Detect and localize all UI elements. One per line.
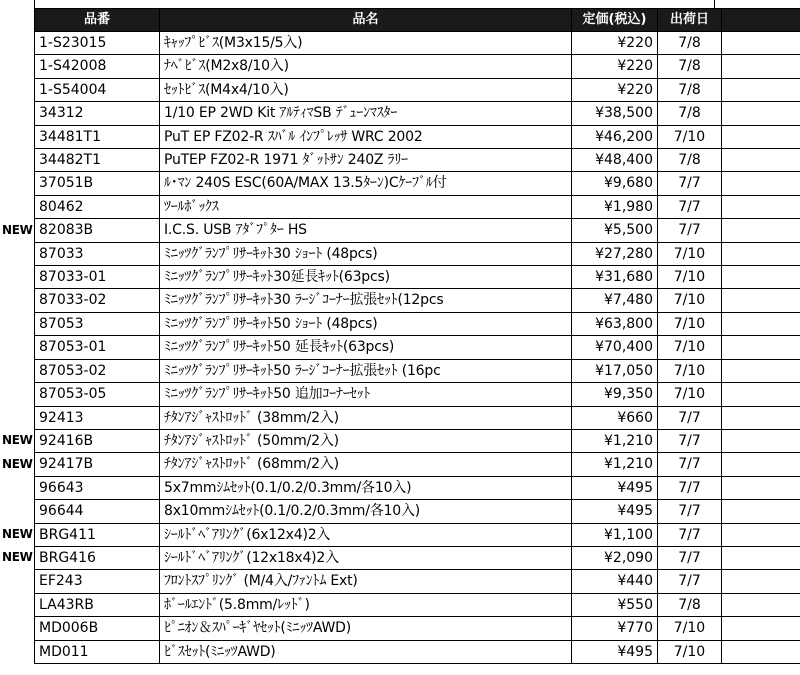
item-price: ¥17,050	[572, 359, 658, 382]
item-ship-date: 7/10	[658, 312, 722, 335]
item-ship-date: 7/8	[658, 102, 722, 125]
item-name: PuTEP FZ02-R 1971 ﾀﾞｯﾄｻﾝ 240Z ﾗﾘｰ	[160, 149, 572, 172]
blank-cell	[722, 242, 800, 265]
item-price: ¥440	[572, 570, 658, 593]
table-row	[35, 32, 800, 55]
item-price: ¥660	[572, 406, 658, 429]
blank-cell	[722, 500, 800, 523]
item-code: 34312	[35, 102, 160, 125]
item-name: ｾｯﾄﾋﾞｽ(M4x4/10入)	[160, 78, 572, 101]
item-name: ﾐﾆｯﾂｸﾞﾗﾝﾌﾟﾘｻｰｷｯﾄ30 ﾗｰｼﾞｺｰﾅｰ拡張ｾｯﾄ(12pcs	[160, 289, 572, 312]
new-badge: NEW	[2, 222, 33, 237]
table-row	[35, 266, 800, 289]
table-row	[35, 312, 800, 335]
item-code: 87053-02	[35, 359, 160, 382]
item-price: ¥220	[572, 78, 658, 101]
parts-table	[34, 8, 800, 664]
item-code: 92413	[35, 406, 160, 429]
item-name: ﾙ･ﾏﾝ 240S ESC(60A/MAX 13.5ﾀｰﾝ)Cｹｰﾌﾞﾙ付	[160, 172, 572, 195]
item-price: ¥31,680	[572, 266, 658, 289]
item-name: ﾁﾀﾝｱｼﾞｬｽﾄﾛｯﾄﾞ (38mm/2入)	[160, 406, 572, 429]
item-code: LA43RB	[35, 593, 160, 616]
item-price: ¥1,210	[572, 429, 658, 452]
item-code: 92416B	[35, 429, 160, 452]
item-name: ﾅﾍﾞﾋﾞｽ(M2x8/10入)	[160, 55, 572, 78]
item-price: ¥9,350	[572, 383, 658, 406]
table-row	[35, 336, 800, 359]
item-code: 1-S42008	[35, 55, 160, 78]
item-ship-date: 7/7	[658, 429, 722, 452]
table-row	[35, 500, 800, 523]
table-body	[35, 32, 800, 664]
item-name: ﾁﾀﾝｱｼﾞｬｽﾄﾛｯﾄﾞ (68mm/2入)	[160, 453, 572, 476]
item-name: ｼｰﾙﾄﾞﾍﾞｱﾘﾝｸﾞ(12x18x4)2入	[160, 546, 572, 569]
item-price: ¥27,280	[572, 242, 658, 265]
item-code: 87053-01	[35, 336, 160, 359]
item-code: 34481T1	[35, 125, 160, 148]
new-badge: NEW	[2, 433, 33, 448]
item-ship-date: 7/7	[658, 500, 722, 523]
item-ship-date: 7/10	[658, 266, 722, 289]
item-name: ﾌﾛﾝﾄｽﾌﾟﾘﾝｸﾞ (M/4入/ﾌｧﾝﾄﾑ Ext)	[160, 570, 572, 593]
item-name: ﾋﾞｽｾｯﾄ(ﾐﾆｯﾂAWD)	[160, 640, 572, 663]
item-code: 96643	[35, 476, 160, 499]
item-ship-date: 7/7	[658, 453, 722, 476]
item-price: ¥38,500	[572, 102, 658, 125]
item-ship-date: 7/8	[658, 78, 722, 101]
item-code: EF243	[35, 570, 160, 593]
table-row	[35, 453, 800, 476]
item-name: ﾎﾞｰﾙｴﾝﾄﾞ(5.8mm/ﾚｯﾄﾞ)	[160, 593, 572, 616]
table-row	[35, 219, 800, 242]
item-ship-date: 7/10	[658, 125, 722, 148]
header-blank	[722, 9, 800, 32]
item-code: MD006B	[35, 617, 160, 640]
item-price: ¥1,100	[572, 523, 658, 546]
blank-cell	[722, 125, 800, 148]
table-row	[35, 593, 800, 616]
header-code: 品番	[35, 9, 160, 32]
blank-cell	[722, 32, 800, 55]
item-ship-date: 7/10	[658, 359, 722, 382]
item-ship-date: 7/7	[658, 195, 722, 218]
item-ship-date: 7/10	[658, 617, 722, 640]
table-row	[35, 149, 800, 172]
item-code: 1-S23015	[35, 32, 160, 55]
table-row	[35, 406, 800, 429]
table-row	[35, 242, 800, 265]
blank-cell	[722, 383, 800, 406]
item-price: ¥770	[572, 617, 658, 640]
item-price: ¥63,800	[572, 312, 658, 335]
blank-cell	[722, 312, 800, 335]
item-ship-date: 7/10	[658, 289, 722, 312]
item-code: 96644	[35, 500, 160, 523]
blank-cell	[722, 289, 800, 312]
blank-cell	[722, 570, 800, 593]
new-badge: NEW	[2, 526, 33, 541]
item-price: ¥9,680	[572, 172, 658, 195]
item-name: 8x10mmｼﾑｾｯﾄ(0.1/0.2/0.3mm/各10入)	[160, 500, 572, 523]
item-name: ﾐﾆｯﾂｸﾞﾗﾝﾌﾟﾘｻｰｷｯﾄ30延長ｷｯﾄ(63pcs)	[160, 266, 572, 289]
item-price: ¥220	[572, 32, 658, 55]
item-ship-date: 7/10	[658, 640, 722, 663]
new-badge: NEW	[2, 550, 33, 565]
table-row	[35, 617, 800, 640]
item-code: 87053-05	[35, 383, 160, 406]
item-price: ¥2,090	[572, 546, 658, 569]
item-ship-date: 7/10	[658, 336, 722, 359]
item-price: ¥495	[572, 500, 658, 523]
item-price: ¥495	[572, 640, 658, 663]
item-price: ¥48,400	[572, 149, 658, 172]
item-code: BRG416	[35, 546, 160, 569]
top-rule-right	[714, 0, 715, 8]
item-ship-date: 7/8	[658, 593, 722, 616]
table-row	[35, 523, 800, 546]
blank-cell	[722, 406, 800, 429]
item-name: PuT EP FZ02-R ｽﾊﾞﾙ ｲﾝﾌﾟﾚｯｻ WRC 2002	[160, 125, 572, 148]
item-ship-date: 7/7	[658, 219, 722, 242]
blank-cell	[722, 617, 800, 640]
blank-cell	[722, 266, 800, 289]
table-row	[35, 102, 800, 125]
item-ship-date: 7/7	[658, 172, 722, 195]
item-ship-date: 7/7	[658, 523, 722, 546]
blank-cell	[722, 429, 800, 452]
item-ship-date: 7/8	[658, 55, 722, 78]
item-code: 82083B	[35, 219, 160, 242]
item-ship-date: 7/10	[658, 383, 722, 406]
table-row	[35, 78, 800, 101]
item-price: ¥1,980	[572, 195, 658, 218]
item-name: 1/10 EP 2WD Kit ｱﾙﾃｨﾏSB ﾃﾞｭｰﾝﾏｽﾀｰ	[160, 102, 572, 125]
item-name: ﾐﾆｯﾂｸﾞﾗﾝﾌﾟﾘｻｰｷｯﾄ50 延長ｷｯﾄ(63pcs)	[160, 336, 572, 359]
header-ship: 出荷日	[658, 9, 722, 32]
new-badge: NEW	[2, 456, 33, 471]
item-price: ¥46,200	[572, 125, 658, 148]
item-price: ¥1,210	[572, 453, 658, 476]
item-ship-date: 7/7	[658, 546, 722, 569]
table-row	[35, 172, 800, 195]
table-row	[35, 125, 800, 148]
header-row	[35, 9, 800, 32]
blank-cell	[722, 336, 800, 359]
item-price: ¥70,400	[572, 336, 658, 359]
header-name: 品名	[160, 9, 572, 32]
blank-cell	[722, 640, 800, 663]
item-name: ﾁﾀﾝｱｼﾞｬｽﾄﾛｯﾄﾞ (50mm/2入)	[160, 429, 572, 452]
table-row	[35, 640, 800, 663]
item-name: ﾐﾆｯﾂｸﾞﾗﾝﾌﾟﾘｻｰｷｯﾄ50 ｼｮｰﾄ (48pcs)	[160, 312, 572, 335]
table-row	[35, 55, 800, 78]
top-rule	[34, 0, 800, 8]
blank-cell	[722, 453, 800, 476]
item-code: 87033-02	[35, 289, 160, 312]
blank-cell	[722, 55, 800, 78]
item-code: 87053	[35, 312, 160, 335]
item-code: 34482T1	[35, 149, 160, 172]
blank-cell	[722, 149, 800, 172]
item-price: ¥5,500	[572, 219, 658, 242]
table-row	[35, 546, 800, 569]
table-row	[35, 383, 800, 406]
item-name: ﾂｰﾙﾎﾞｯｸｽ	[160, 195, 572, 218]
header-price: 定価(税込)	[572, 9, 658, 32]
blank-cell	[722, 476, 800, 499]
item-ship-date: 7/8	[658, 149, 722, 172]
blank-cell	[722, 195, 800, 218]
item-code: 92417B	[35, 453, 160, 476]
table-row	[35, 570, 800, 593]
item-price: ¥495	[572, 476, 658, 499]
item-code: BRG411	[35, 523, 160, 546]
item-price: ¥220	[572, 55, 658, 78]
blank-cell	[722, 523, 800, 546]
item-price: ¥7,480	[572, 289, 658, 312]
item-code: 37051B	[35, 172, 160, 195]
table-row	[35, 476, 800, 499]
item-code: 1-S54004	[35, 78, 160, 101]
item-code: 80462	[35, 195, 160, 218]
blank-cell	[722, 593, 800, 616]
item-ship-date: 7/10	[658, 242, 722, 265]
item-name: ｼｰﾙﾄﾞﾍﾞｱﾘﾝｸﾞ(6x12x4)2入	[160, 523, 572, 546]
table-row	[35, 429, 800, 452]
item-name: ﾐﾆｯﾂｸﾞﾗﾝﾌﾟﾘｻｰｷｯﾄ30 ｼｮｰﾄ (48pcs)	[160, 242, 572, 265]
item-price: ¥550	[572, 593, 658, 616]
item-name: 5x7mmｼﾑｾｯﾄ(0.1/0.2/0.3mm/各10入)	[160, 476, 572, 499]
table-row	[35, 289, 800, 312]
item-name: ﾋﾟﾆｵﾝ＆ｽﾊﾟｰｷﾞﾔｾｯﾄ(ﾐﾆｯﾂAWD)	[160, 617, 572, 640]
blank-cell	[722, 102, 800, 125]
item-code: 87033-01	[35, 266, 160, 289]
item-ship-date: 7/8	[658, 32, 722, 55]
item-ship-date: 7/7	[658, 570, 722, 593]
blank-cell	[722, 78, 800, 101]
table-row	[35, 359, 800, 382]
item-ship-date: 7/7	[658, 476, 722, 499]
blank-cell	[722, 219, 800, 242]
item-name: ｷｬｯﾌﾟﾋﾞｽ(M3x15/5入)	[160, 32, 572, 55]
item-name: ﾐﾆｯﾂｸﾞﾗﾝﾌﾟﾘｻｰｷｯﾄ50 ﾗｰｼﾞｺｰﾅｰ拡張ｾｯﾄ (16pc	[160, 359, 572, 382]
table-row	[35, 195, 800, 218]
item-ship-date: 7/7	[658, 406, 722, 429]
item-name: ﾐﾆｯﾂｸﾞﾗﾝﾌﾟﾘｻｰｷｯﾄ50 追加ｺｰﾅｰｾｯﾄ	[160, 383, 572, 406]
item-code: MD011	[35, 640, 160, 663]
item-code: 87033	[35, 242, 160, 265]
blank-cell	[722, 546, 800, 569]
blank-cell	[722, 172, 800, 195]
item-name: I.C.S. USB ｱﾀﾞﾌﾟﾀｰ HS	[160, 219, 572, 242]
blank-cell	[722, 359, 800, 382]
